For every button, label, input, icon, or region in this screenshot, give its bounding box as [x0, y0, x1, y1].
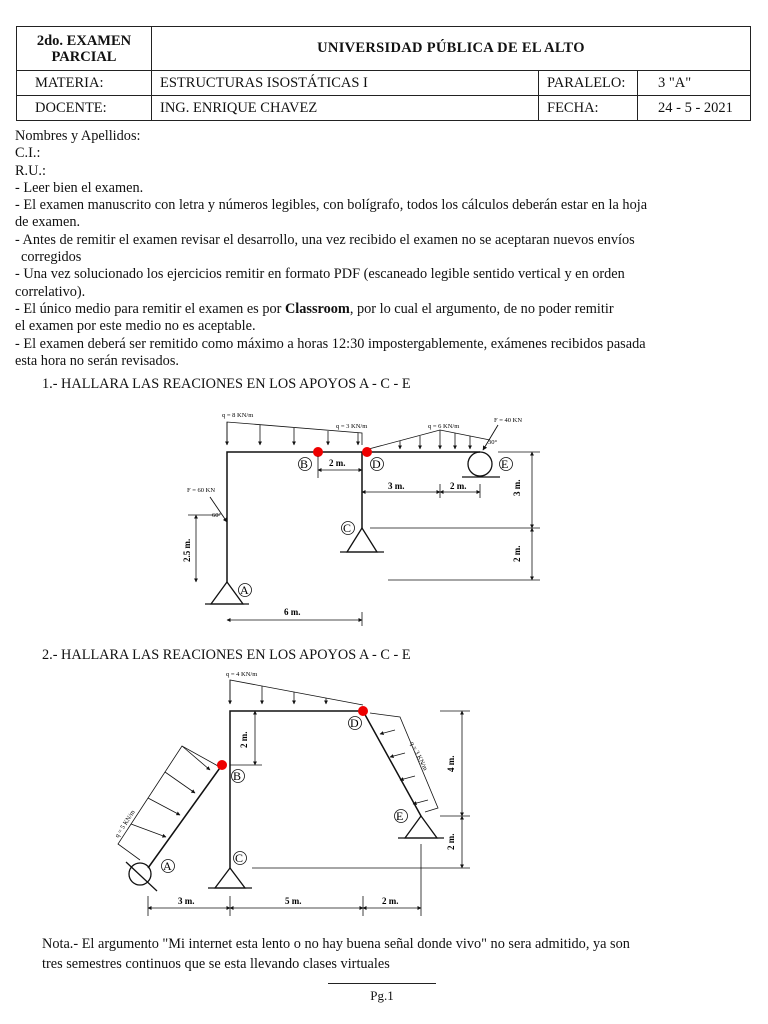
dim-25m: 2.5 m. [182, 538, 192, 562]
paralelo-value: 3 "A" [638, 71, 751, 96]
frame2-main [230, 711, 421, 868]
label-q1: q = 8 KN/m [222, 412, 254, 419]
node2-b: B [233, 769, 242, 783]
instruction-6a: - El examen deberá ser remitido como máximo a horas 12:30 impostergablemente, exámenes recibidos pasada [15, 335, 646, 352]
docente-label: DOCENTE: [17, 96, 152, 121]
node2-a: A [163, 859, 172, 873]
support-e2 [405, 816, 437, 838]
node-c: C [343, 521, 352, 535]
label-q3: q = 6 KN/m [428, 423, 460, 430]
dim2-5m: 5 m. [285, 896, 302, 906]
node2-e: E [396, 809, 404, 823]
instruction-1: - Leer bien el examen. [15, 179, 144, 196]
problem1-title: 1.- HALLARA LAS REACIONES EN LOS APOYOS A - C - E [42, 376, 411, 392]
ru-field: R.U.: [15, 162, 46, 179]
instruction-5a: - El único medio para remitir el examen es por Classroom, por lo cual el argumento, de no poder remitir [15, 300, 614, 317]
dim2-v2m: 2 m. [239, 731, 249, 748]
ci-field: C.I.: [15, 145, 41, 162]
materia-label: MATERIA: [17, 71, 152, 96]
problem2-title: 2.- HALLARA LAS REACIONES EN LOS APOYOS A - C - E [42, 647, 411, 663]
materia-value: ESTRUCTURAS ISOSTÁTICAS I [152, 71, 539, 96]
label-ang30: 30° [488, 439, 498, 446]
dim-6m: 6 m. [284, 607, 301, 617]
fecha-value: 24 - 5 - 2021 [638, 96, 751, 121]
docente-value: ING. ENRIQUE CHAVEZ [152, 96, 539, 121]
node-d: D [372, 457, 381, 471]
label-q2: q = 3 KN/m [336, 423, 368, 430]
load-q3-inclined [370, 713, 438, 812]
label-q3-2: q = 3 KN/m [408, 740, 429, 772]
load-q5-inclined [118, 746, 218, 860]
node-e: E [501, 457, 509, 471]
dim-3m: 3 m. [388, 481, 405, 491]
dim2-3m: 3 m. [178, 896, 195, 906]
instruction-3b: corregidos [21, 249, 82, 266]
dim-bd: 2 m. [329, 458, 346, 468]
label-f60: F = 60 KN [187, 487, 216, 494]
dim2-v4m: 4 m. [446, 755, 456, 772]
instruction-2a: - El examen manuscrito con letra y números legibles, con bolígrafo, todos los cálculos deberán estar en la hoja [15, 197, 648, 214]
label-q4: q = 4 KN/m [226, 671, 258, 678]
nota-line2: tres semestres continuos que se esta llevando clases virtuales [42, 956, 390, 972]
instruction-2b: de examen. [15, 214, 81, 231]
support-c2 [215, 868, 245, 888]
instruction-6b: esta hora no serán revisados. [15, 352, 179, 369]
label-ang60: 60° [212, 512, 222, 519]
page-number: Pg.1 [328, 983, 436, 1004]
nota-block [42, 934, 742, 974]
instruction-4a: - Una vez solucionado los ejercicios remitir en formato PDF (escaneado legible sentido vertical y en orden [15, 266, 625, 283]
load-q4 [230, 680, 363, 705]
node2-c: C [235, 851, 244, 865]
nota-line1: Nota.- El argumento "Mi internet esta lento o no hay buena señal donde vivo" no sera admitido, ya son [42, 936, 630, 952]
exam-title: 2do. EXAMEN PARCIAL [17, 27, 152, 71]
dim-v3m: 3 m. [512, 479, 522, 496]
node-a: A [240, 583, 249, 597]
instruction-5b: el examen por este medio no es aceptable. [15, 318, 256, 335]
node2-d: D [350, 716, 359, 730]
label-q5: q = 5 KN/m [113, 809, 137, 840]
university-name: UNIVERSIDAD PÚBLICA DE EL ALTO [152, 27, 751, 71]
fecha-label: FECHA: [539, 96, 638, 121]
dim2-2m: 2 m. [382, 896, 399, 906]
label-f40: F = 40 KN [494, 417, 523, 424]
dim-v2m: 2 m. [512, 545, 522, 562]
dim2-v2mb: 2 m. [446, 833, 456, 850]
name-field: Nombres y Apellidos: [15, 128, 141, 144]
hinge-b2 [217, 760, 227, 770]
paralelo-label: PARALELO: [539, 71, 638, 96]
instruction-3a: - Antes de remitir el examen revisar el desarrollo, una vez recibido el examen no se aceptaran nuevos envíos [15, 231, 635, 248]
dim-2m: 2 m. [450, 481, 467, 491]
hinge-d2 [358, 706, 368, 716]
node-b: B [300, 457, 309, 471]
instruction-4b: correlativo). [15, 283, 86, 300]
